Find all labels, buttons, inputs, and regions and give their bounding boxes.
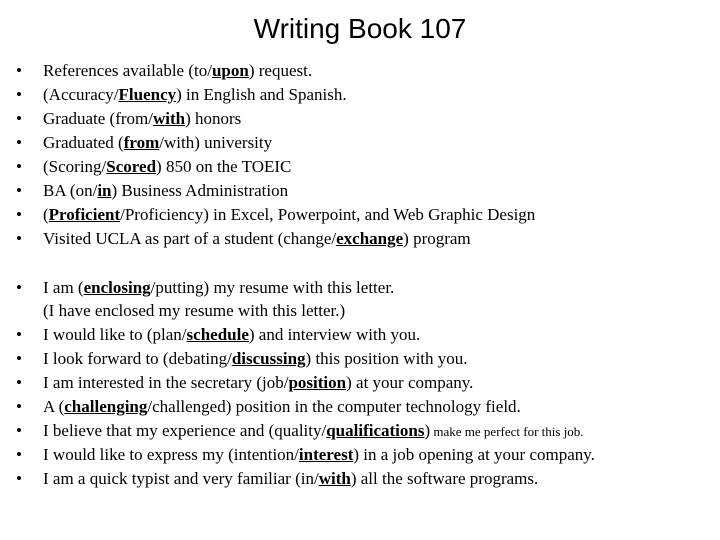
list-item [16,179,716,203]
bullet: • [16,421,22,440]
answer: challenging [64,397,148,416]
answer: Proficient [48,205,121,224]
bullet: • [16,373,22,392]
list-item-text: References available (to/upon) request. [43,61,313,80]
answer: enclosing [83,278,151,297]
bullet: • [16,157,22,176]
list-item-note: (I have enclosed my resume with this letter.) [43,301,346,320]
list-item [16,131,716,155]
list-item-text: I believe that my experience and (quality/qualifications) make me perfect for this job. [43,421,584,440]
answer: discussing [231,349,306,368]
list-item [16,155,716,179]
answer: in [97,181,112,200]
list-item-text: I would like to (plan/schedule) and interview with you. [43,325,421,344]
list-item [16,227,716,251]
bullet: • [16,133,22,152]
list-item-text: I look forward to (debating/discussing) this position with you. [43,349,468,368]
answer: Scored [106,157,157,176]
list-item [16,59,716,83]
slide-title: Writing Book 107 [253,13,467,44]
list-item-text: I am (enclosing/putting) my resume with this letter. [43,278,395,297]
answer: Fluency [118,85,177,104]
answer: interest [298,445,354,464]
bullet: • [16,229,22,248]
list-item [16,347,716,371]
small-text: make me perfect for this job. [430,424,584,439]
answer: qualifications [326,421,425,440]
list-item [16,443,716,467]
list-item-text: I am interested in the secretary (job/position) at your company. [43,373,474,392]
bullet: • [16,397,22,416]
list-item [16,83,716,107]
bullet: • [16,85,22,104]
list-item-text: I am a quick typist and very familiar (in/with) all the software programs. [43,469,539,488]
list-item-text: Graduated (from/with) university [43,133,273,152]
list-item-text: BA (on/in) Business Administration [43,181,289,200]
list-item [16,371,716,395]
bullet: • [16,181,22,200]
bullet: • [16,349,22,368]
bullet: • [16,205,22,224]
answer: with [152,109,186,128]
list-item-text: (Proficient/Proficiency) in Excel, Powerpoint, and Web Graphic Design [43,205,536,224]
list-item [16,419,716,443]
answer: upon [211,61,249,80]
answer: from [123,133,160,152]
bullet: • [16,278,22,297]
list-item [16,323,716,347]
list-item-text: (Accuracy/Fluency) in English and Spanish. [43,85,347,104]
list-item [16,276,716,300]
answer: schedule [186,325,249,344]
answer: position [288,373,347,392]
list-item [16,107,716,131]
list-item-text: Graduate (from/with) honors [43,109,242,128]
bullet: • [16,109,22,128]
list-item-text: A (challenging/challenged) position in the computer technology field. [43,397,521,416]
bullet: • [16,325,22,344]
list-item-text: Visited UCLA as part of a student (change/exchange) program [43,229,471,248]
list-item [16,467,716,491]
answer: with [318,469,351,488]
list-item [16,203,716,227]
list-item [16,395,716,419]
bullet: • [16,61,22,80]
bullet: • [16,469,22,488]
list-item-text: I would like to express my (intention/interest) in a job opening at your company. [43,445,595,464]
bullet: • [16,445,22,464]
answer: exchange [336,229,404,248]
list-item-text: (Scoring/Scored) 850 on the TOEIC [43,157,292,176]
